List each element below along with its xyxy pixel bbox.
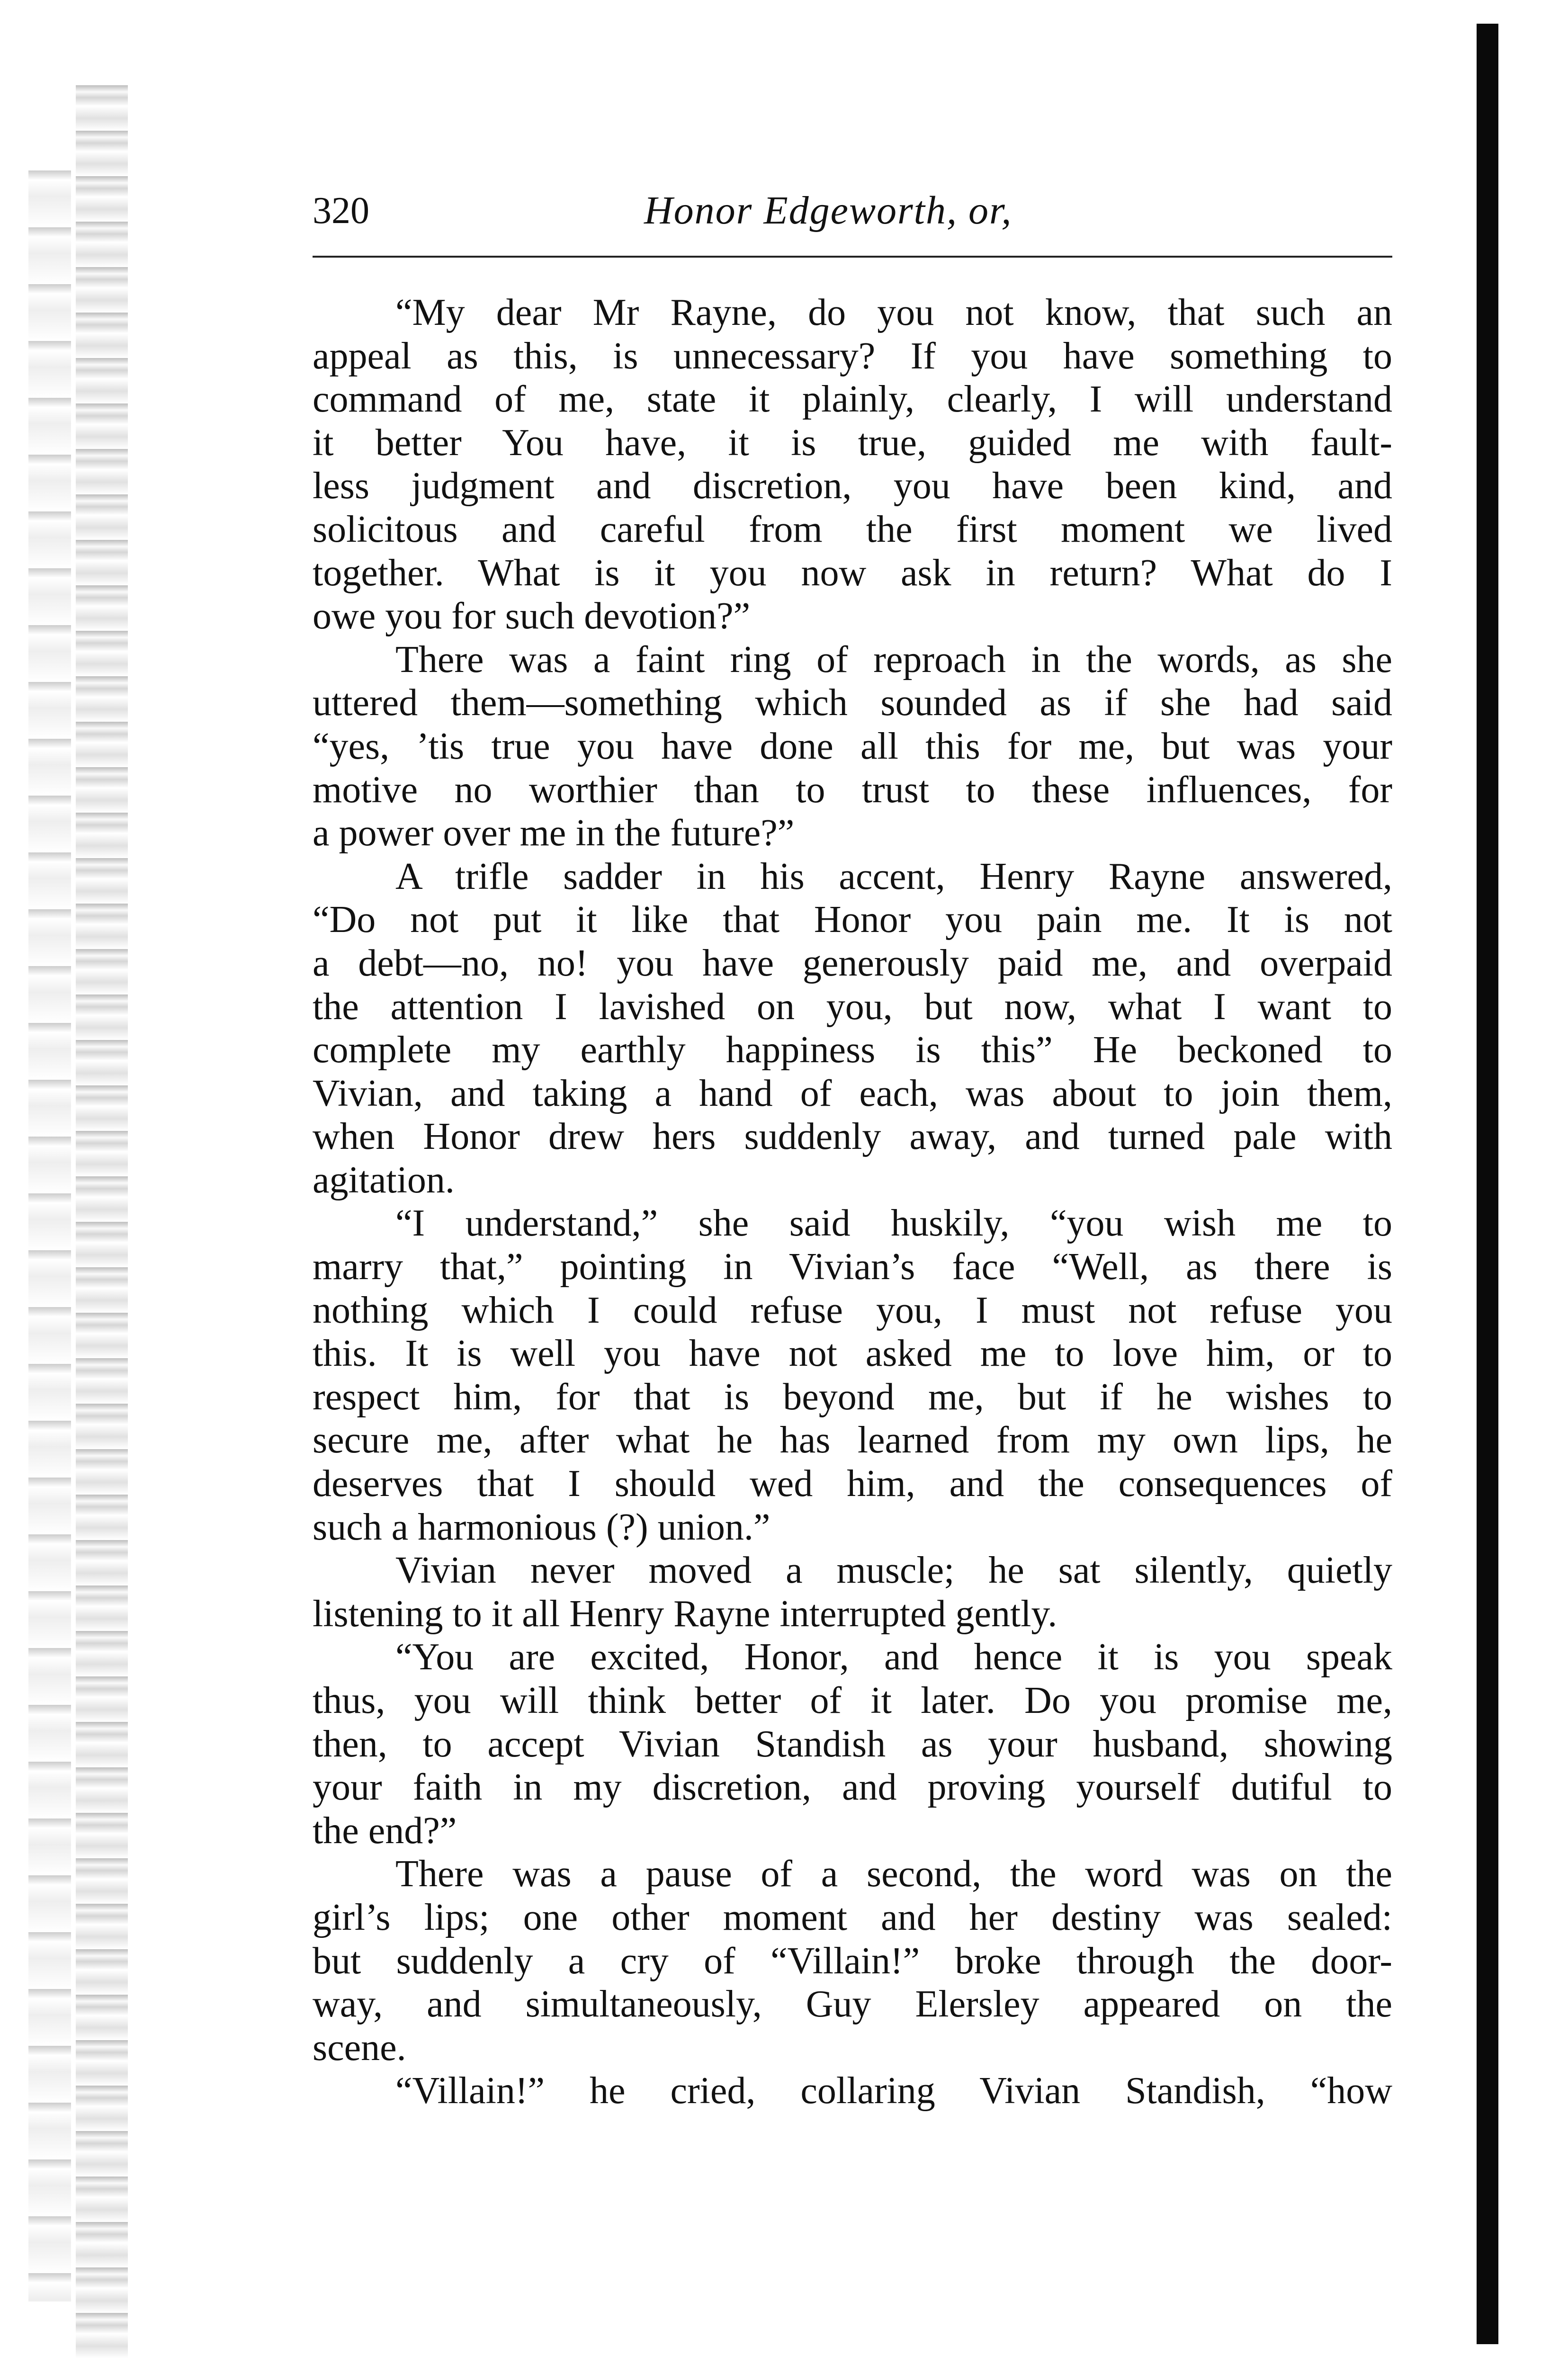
text-line: There was a pause of a second, the word was on the	[395, 1853, 1392, 1895]
text-line: “My dear Mr Rayne, do you not know, that such an	[395, 292, 1392, 333]
text-line: the end?”	[313, 1810, 457, 1852]
text-line: agitation.	[313, 1159, 455, 1201]
text-line: thus, you will think better of it later. Do you promise me,	[313, 1680, 1392, 1721]
text-line: uttered them—something which sounded as if she had said	[313, 682, 1392, 724]
text-line: A trifle sadder in his accent, Henry Rayne answered,	[395, 855, 1392, 897]
text-line: appeal as this, is unnecessary? If you have something to	[313, 335, 1392, 377]
text-line: “yes, ’tis true you have done all this for me, but was your	[313, 725, 1392, 767]
text-line: way, and simultaneously, Guy Elersley appeared on the	[313, 1983, 1392, 2025]
text-line: less judgment and discretion, you have been kind, and	[313, 465, 1392, 507]
text-line: deserves that I should wed him, and the consequences of	[313, 1463, 1392, 1505]
text-line: nothing which I could refuse you, I must not refuse you	[313, 1289, 1392, 1331]
scan-edge-bar	[1477, 24, 1498, 2344]
text-line: “I understand,” she said huskily, “you wish me to	[395, 1202, 1392, 1245]
running-title: Honor Edgeworth, or,	[644, 188, 1012, 233]
text-line: Vivian, and taking a hand of each, was about to join them,	[313, 1072, 1392, 1114]
scan-noise-strip	[76, 85, 128, 2358]
text-line: There was a faint ring of reproach in the words, as she	[395, 638, 1392, 681]
text-line: a power over me in the future?”	[313, 812, 795, 854]
running-head	[313, 187, 1402, 239]
text-line: secure me, after what he has learned from my own lips, he	[313, 1419, 1392, 1461]
text-line: scene.	[313, 2026, 406, 2069]
text-line: “Do not put it like that Honor you pain me. It is not	[313, 899, 1392, 941]
body-text	[313, 291, 1392, 2113]
text-line: respect him, for that is beyond me, but if he wishes to	[313, 1376, 1392, 1418]
text-line: together. What is it you now ask in return? What do I	[313, 552, 1392, 594]
text-line: listening to it all Henry Rayne interrupted gently.	[313, 1593, 1057, 1635]
scan-noise-strip	[28, 170, 71, 2302]
text-line: “Villain!” he cried, collaring Vivian Standish, “how	[395, 2070, 1392, 2112]
text-line: solicitous and careful from the first moment we lived	[313, 508, 1392, 550]
text-line: this. It is well you have not asked me to love him, or to	[313, 1333, 1392, 1375]
text-line: such a harmonious (?) union.”	[313, 1506, 771, 1548]
text-line: command of me, state it plainly, clearly, I will understand	[313, 378, 1392, 421]
text-line: but suddenly a cry of “Villain!” broke through the door-	[313, 1940, 1392, 1982]
text-line: then, to accept Vivian Standish as your husband, showing	[313, 1723, 1392, 1765]
text-line: marry that,” pointing in Vivian’s face “Well, as there is	[313, 1246, 1392, 1288]
text-line: complete my earthly happiness is this” He beckoned to	[313, 1029, 1392, 1071]
scan-gutter-artifact	[0, 28, 156, 2349]
header-rule	[313, 256, 1392, 258]
text-line: when Honor drew hers suddenly away, and turned pale with	[313, 1116, 1392, 1158]
text-line: Vivian never moved a muscle; he sat silently, quietly	[395, 1550, 1392, 1592]
text-line: it better You have, it is true, guided me with fault-	[313, 421, 1392, 464]
text-line: your faith in my discretion, and proving yourself dutiful to	[313, 1766, 1392, 1809]
text-line: the attention I lavished on you, but now, what I want to	[313, 985, 1392, 1028]
text-line: girl’s lips; one other moment and her destiny was sealed:	[313, 1896, 1392, 1938]
text-line: owe you for such devotion?”	[313, 595, 751, 637]
text-line: a debt—no, no! you have generously paid me, and overpaid	[313, 942, 1392, 984]
text-line: motive no worthier than to trust to these influences, for	[313, 769, 1392, 811]
page-number: 320	[313, 190, 369, 232]
text-line: “You are excited, Honor, and hence it is you speak	[395, 1636, 1392, 1678]
